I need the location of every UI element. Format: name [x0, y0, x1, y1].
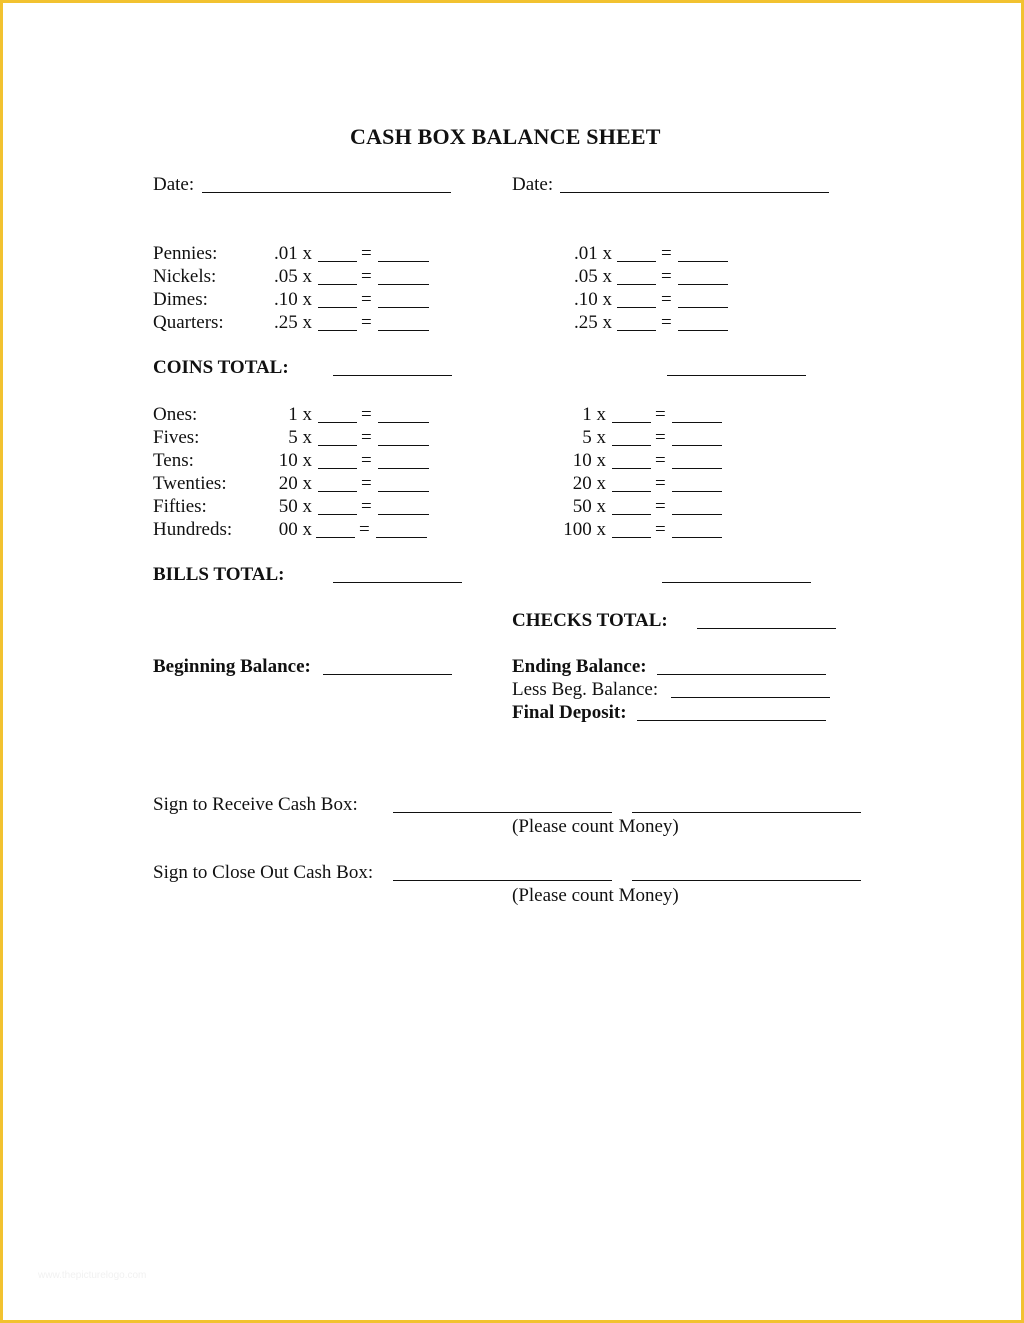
coins-total-label: COINS TOTAL: [153, 357, 289, 378]
coin-amount-field[interactable] [678, 284, 728, 285]
equals-sign: = [361, 312, 372, 333]
final-deposit-label: Final Deposit: [512, 702, 627, 723]
coin-count-field[interactable] [318, 330, 357, 331]
coin-amount-field[interactable] [378, 307, 429, 308]
bill-label: Fifties: [153, 496, 207, 517]
equals-sign: = [655, 496, 666, 517]
checks-total-field[interactable] [697, 628, 836, 629]
equals-sign: = [361, 289, 372, 310]
bill-amount-field[interactable] [378, 491, 429, 492]
equals-sign: = [361, 450, 372, 471]
ending-balance-label: Ending Balance: [512, 656, 647, 677]
coin-count-field[interactable] [318, 307, 357, 308]
bill-amount-field[interactable] [672, 491, 722, 492]
coins-total-field-right[interactable] [667, 375, 806, 376]
bill-amount-field[interactable] [376, 537, 427, 538]
equals-sign: = [655, 450, 666, 471]
coin-multiplier: .25 x [574, 312, 612, 333]
coin-label: Pennies: [153, 243, 218, 264]
coin-multiplier: .10 x [274, 289, 312, 310]
equals-sign: = [361, 496, 372, 517]
watermark: www.thepicturelogo.com [38, 1270, 147, 1281]
bill-count-field[interactable] [318, 468, 357, 469]
equals-sign: = [361, 473, 372, 494]
bill-multiplier: 1 x [288, 404, 312, 425]
sign-receive-field-1[interactable] [393, 812, 612, 813]
bill-multiplier: 5 x [288, 427, 312, 448]
coin-amount-field[interactable] [378, 284, 429, 285]
bill-label: Fives: [153, 427, 200, 448]
beginning-balance-label: Beginning Balance: [153, 656, 311, 677]
sign-receive-field-2[interactable] [632, 812, 861, 813]
bill-multiplier: 10 x [278, 450, 312, 471]
coin-count-field[interactable] [617, 284, 656, 285]
bill-count-field[interactable] [612, 491, 651, 492]
equals-sign: = [661, 243, 672, 264]
bill-amount-field[interactable] [378, 514, 429, 515]
equals-sign: = [655, 404, 666, 425]
bill-count-field[interactable] [612, 468, 651, 469]
equals-sign: = [655, 473, 666, 494]
coin-multiplier: .01 x [274, 243, 312, 264]
equals-sign: = [359, 519, 370, 540]
ending-balance-field[interactable] [657, 674, 826, 675]
coin-multiplier: .05 x [274, 266, 312, 287]
coin-count-field[interactable] [617, 330, 656, 331]
bill-amount-field[interactable] [672, 537, 722, 538]
bill-count-field[interactable] [316, 537, 355, 538]
coin-amount-field[interactable] [678, 330, 728, 331]
checks-total-label: CHECKS TOTAL: [512, 610, 668, 631]
sign-close-field-2[interactable] [632, 880, 861, 881]
coin-count-field[interactable] [617, 307, 656, 308]
bill-amount-field[interactable] [672, 468, 722, 469]
coin-amount-field[interactable] [678, 307, 728, 308]
bill-label: Tens: [153, 450, 194, 471]
bill-label: Ones: [153, 404, 198, 425]
bill-multiplier: 5 x [582, 427, 606, 448]
sign-close-field-1[interactable] [393, 880, 612, 881]
equals-sign: = [361, 266, 372, 287]
less-beg-balance-field[interactable] [671, 697, 830, 698]
bill-multiplier: 20 x [572, 473, 606, 494]
coin-multiplier: .10 x [574, 289, 612, 310]
coin-label: Quarters: [153, 312, 224, 333]
count-note: (Please count Money) [512, 885, 679, 906]
bill-multiplier: 50 x [278, 496, 312, 517]
coin-amount-field[interactable] [678, 261, 728, 262]
bills-total-label: BILLS TOTAL: [153, 564, 285, 585]
date-field-left[interactable] [202, 192, 451, 193]
bill-multiplier: 50 x [572, 496, 606, 517]
equals-sign: = [655, 519, 666, 540]
bill-count-field[interactable] [612, 514, 651, 515]
coin-multiplier: .25 x [274, 312, 312, 333]
date-label-right: Date: [512, 174, 554, 195]
sign-receive-label: Sign to Receive Cash Box: [153, 794, 358, 815]
bill-count-field[interactable] [318, 422, 357, 423]
bill-count-field[interactable] [612, 422, 651, 423]
bill-amount-field[interactable] [378, 445, 429, 446]
equals-sign: = [361, 427, 372, 448]
coin-amount-field[interactable] [378, 330, 429, 331]
bill-multiplier: 10 x [572, 450, 606, 471]
beginning-balance-field[interactable] [323, 674, 452, 675]
coin-count-field[interactable] [318, 284, 357, 285]
bill-count-field[interactable] [612, 445, 651, 446]
bill-amount-field[interactable] [378, 422, 429, 423]
bill-count-field[interactable] [318, 514, 357, 515]
final-deposit-field[interactable] [637, 720, 826, 721]
coin-label: Nickels: [153, 266, 217, 287]
coin-count-field[interactable] [617, 261, 656, 262]
less-beg-balance-label: Less Beg. Balance: [512, 679, 659, 700]
bill-amount-field[interactable] [672, 422, 722, 423]
bill-multiplier: 100 x [563, 519, 606, 540]
bills-total-field-right[interactable] [662, 582, 811, 583]
equals-sign: = [661, 312, 672, 333]
bill-amount-field[interactable] [672, 514, 722, 515]
sign-close-label: Sign to Close Out Cash Box: [153, 862, 374, 883]
bill-amount-field[interactable] [378, 468, 429, 469]
date-field-right[interactable] [560, 192, 829, 193]
bills-total-field-left[interactable] [333, 582, 462, 583]
bill-multiplier: 1 x [582, 404, 606, 425]
bill-amount-field[interactable] [672, 445, 722, 446]
bill-count-field[interactable] [318, 445, 357, 446]
count-note: (Please count Money) [512, 816, 679, 837]
bill-multiplier: 20 x [278, 473, 312, 494]
coin-multiplier: .01 x [574, 243, 612, 264]
coin-count-field[interactable] [318, 261, 357, 262]
date-label-left: Date: [153, 174, 195, 195]
bill-count-field[interactable] [612, 537, 651, 538]
equals-sign: = [661, 289, 672, 310]
coins-total-field-left[interactable] [333, 375, 452, 376]
bill-multiplier: 00 x [278, 519, 312, 540]
page-title: CASH BOX BALANCE SHEET [350, 124, 661, 149]
bill-count-field[interactable] [318, 491, 357, 492]
bill-label: Twenties: [153, 473, 227, 494]
equals-sign: = [655, 427, 666, 448]
coin-multiplier: .05 x [574, 266, 612, 287]
bill-label: Hundreds: [153, 519, 233, 540]
equals-sign: = [361, 243, 372, 264]
equals-sign: = [661, 266, 672, 287]
equals-sign: = [361, 404, 372, 425]
coin-amount-field[interactable] [378, 261, 429, 262]
coin-label: Dimes: [153, 289, 208, 310]
